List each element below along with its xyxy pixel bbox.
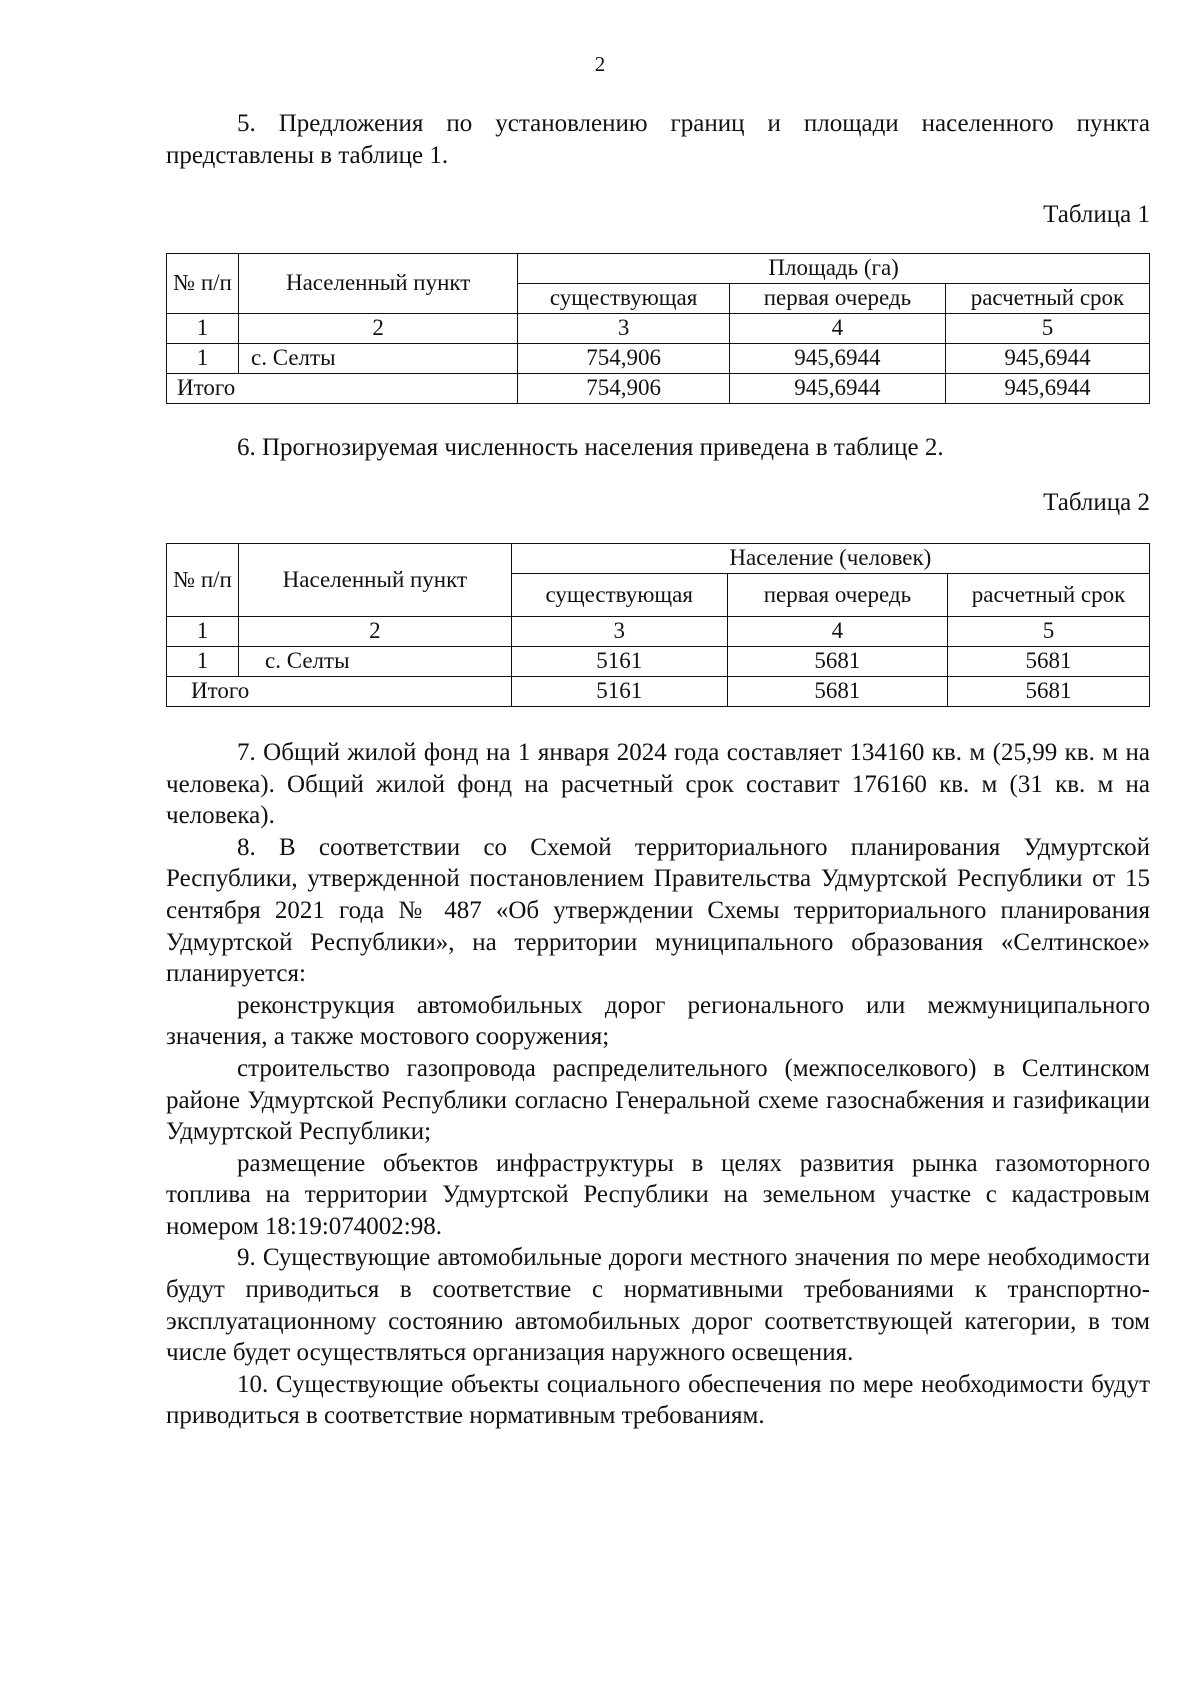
header-area-group: Площадь (га) [518, 253, 1150, 283]
row-estimated-term: 945,6944 [945, 343, 1149, 373]
row-estimated-term: 5681 [948, 646, 1150, 676]
page-number: 2 [594, 52, 606, 76]
header-existing: существующая [511, 573, 727, 616]
total-existing: 5161 [511, 676, 727, 706]
table-2-population [166, 543, 1150, 707]
index-cell: 5 [948, 616, 1150, 646]
total-existing: 754,906 [518, 373, 730, 403]
total-label: Итого [167, 676, 512, 706]
index-cell: 1 [167, 313, 239, 343]
header-population-group: Население (человек) [511, 543, 1149, 573]
table-row [167, 646, 1150, 676]
header-estimated-term: расчетный срок [945, 283, 1149, 313]
row-number: 1 [167, 646, 239, 676]
total-estimated-term: 5681 [948, 676, 1150, 706]
header-first-stage: первая очередь [729, 283, 945, 313]
table-1-area [166, 253, 1150, 404]
header-settlement: Населенный пункт [239, 543, 512, 616]
paragraph-6: 6. Прогнозируемая численность населения приведена в таблице 2. [237, 433, 944, 461]
index-cell: 4 [727, 616, 947, 646]
total-first-stage: 5681 [727, 676, 947, 706]
paragraph-9: 9. Существующие автомобильные дороги местного значения по мере необходимости будут приводиться в соответствие с нормативными требованиями к транспортно-эксплуатационному состоянию автомобильных дорог соответствующей категории, в том числе будет осуществляться организация наружного освещения. [166, 1244, 1150, 1367]
index-cell: 2 [239, 616, 512, 646]
total-label: Итого [167, 373, 518, 403]
header-estimated-term: расчетный срок [948, 573, 1150, 616]
index-cell: 4 [729, 313, 945, 343]
row-existing: 5161 [511, 646, 727, 676]
document-body [166, 108, 1150, 1432]
total-estimated-term: 945,6944 [945, 373, 1149, 403]
row-first-stage: 945,6944 [729, 343, 945, 373]
table-row [167, 343, 1150, 373]
row-existing: 754,906 [518, 343, 730, 373]
paragraph-8-item-roads: реконструкция автомобильных дорог регионального или межмуниципального значения, а также мостового сооружения; [166, 991, 1150, 1051]
row-first-stage: 5681 [727, 646, 947, 676]
paragraph-10: 10. Существующие объекты социального обеспечения по мере необходимости будут приводиться в соответствие нормативным требованиям. [166, 1370, 1150, 1430]
index-cell: 2 [239, 313, 518, 343]
total-row [167, 373, 1150, 403]
paragraph-7: 7. Общий жилой фонд на 1 января 2024 года составляет 134160 кв. м (25,99 кв. м на человека). Общий жилой фонд на расчетный срок составит 176160 кв. м (31 кв. м на человека). [166, 738, 1150, 830]
header-number: № п/п [167, 543, 239, 616]
row-settlement: с. Селты [239, 646, 512, 676]
index-cell: 3 [511, 616, 727, 646]
paragraph-5: 5. Предложения по установлению границ и площади населенного пункта представлены в таблице 1. [166, 110, 1150, 169]
index-cell: 3 [518, 313, 730, 343]
header-number: № п/п [167, 253, 239, 313]
total-first-stage: 945,6944 [729, 373, 945, 403]
paragraph-8-item-gas-fuel-infrastructure: размещение объектов инфраструктуры в целях развития рынка газомоторного топлива на территории Удмуртской Республики на земельном участке с кадастровым номером 18:19:074002:98. [166, 1149, 1150, 1240]
paragraph-8-intro: 8. В соответствии со Схемой территориального планирования Удмуртской Республики, утвержденной постановлением Правительства Удмуртской Республики от 15 сентября 2021 года № 487 «Об утверждении Схемы территориального планирования Удмуртской Республики», на территории муниципального образования «Селтинское» планируется: [166, 833, 1150, 988]
header-first-stage: первая очередь [727, 573, 947, 616]
row-number: 1 [167, 343, 239, 373]
index-cell: 5 [945, 313, 1149, 343]
index-row [167, 616, 1150, 646]
table-1-caption: Таблица 1 [1043, 201, 1150, 229]
header-existing: существующая [518, 283, 730, 313]
total-row [167, 676, 1150, 706]
header-settlement: Населенный пункт [239, 253, 518, 313]
index-cell: 1 [167, 616, 239, 646]
index-row [167, 313, 1150, 343]
paragraph-8-item-gas-pipeline: строительство газопровода распределительного (межпоселкового) в Селтинском районе Удмуртской Республики согласно Генеральной схеме газоснабжения и газификации Удмуртской Республики; [166, 1054, 1150, 1146]
table-2-caption: Таблица 2 [1043, 489, 1150, 517]
row-settlement: с. Селты [239, 343, 518, 373]
